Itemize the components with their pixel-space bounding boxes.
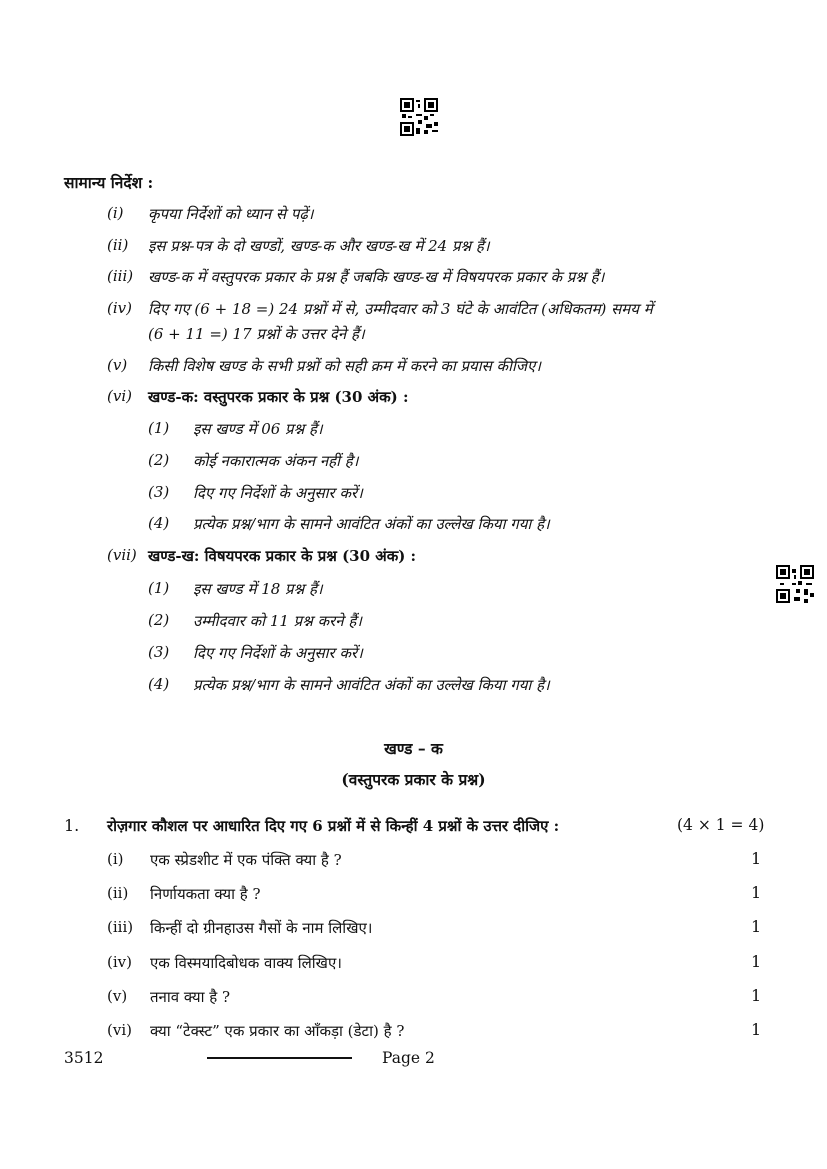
instruction-num: (iv) <box>107 299 132 317</box>
sub-instruction-num: (4) <box>148 675 170 693</box>
sub-instruction-text: दिए गए निर्देशों के अनुसार करें। <box>193 644 363 662</box>
question-text: रोज़गार कौशल पर आधारित दिए गए 6 प्रश्नों में से किन्हीं 4 प्रश्नों के उत्तर दीजिए : <box>107 817 560 835</box>
instruction-text: खण्ड-ख: विषयपरक प्रकार के प्रश्न (30 अंक) : <box>148 547 417 565</box>
instruction-text: खण्ड-क: वस्तुपरक प्रकार के प्रश्न (30 अंक) : <box>148 388 409 406</box>
question-part-text: एक विस्मयादिबोधक वाक्य लिखिए। <box>150 954 342 972</box>
question-part-mark: 1 <box>751 1020 762 1039</box>
sub-instruction-num: (1) <box>148 579 170 597</box>
question-part-mark: 1 <box>751 849 762 868</box>
question-part-mark: 1 <box>751 986 762 1005</box>
sub-instruction-text: इस खण्ड में 06 प्रश्न हैं। <box>193 420 323 438</box>
question-part-text: निर्णायकता क्या है ? <box>150 885 261 903</box>
question-part-num: (ii) <box>107 884 129 902</box>
sub-instruction-num: (4) <box>148 514 170 532</box>
sub-instruction-text: दिए गए निर्देशों के अनुसार करें। <box>193 484 363 502</box>
question-marks: (4 × 1 = 4) <box>677 816 765 834</box>
instructions-heading: सामान्य निर्देश : <box>64 173 154 192</box>
instruction-text: किसी विशेष खण्ड के सभी प्रश्नों को सही क्रम में करने का प्रयास कीजिए। <box>148 357 541 375</box>
instruction-num: (i) <box>107 204 124 222</box>
instruction-num: (iii) <box>107 267 134 285</box>
question-part-text: एक स्प्रेडशीट में एक पंक्ति क्या है ? <box>150 851 342 869</box>
sub-instruction-text: कोई नकारात्मक अंकन नहीं है। <box>193 452 359 470</box>
question-part-num: (v) <box>107 987 128 1005</box>
question-part-mark: 1 <box>751 883 762 902</box>
sub-instruction-num: (1) <box>148 419 170 437</box>
question-part-num: (vi) <box>107 1021 132 1039</box>
footer-rule <box>207 1057 352 1059</box>
instruction-text: इस प्रश्न-पत्र के दो खण्डों, खण्ड-क और खण्ड-ख में 24 प्रश्न हैं। <box>148 237 490 255</box>
question-number: 1. <box>64 816 80 835</box>
instruction-num: (v) <box>107 356 128 374</box>
instruction-text: खण्ड-क में वस्तुपरक प्रकार के प्रश्न हैं जबकि खण्ड-ख में विषयपरक प्रकार के प्रश्न हैं। <box>148 268 605 286</box>
sub-instruction-text: प्रत्येक प्रश्न/भाग के सामने आवंटित अंकों का उल्लेख किया गया है। <box>193 515 550 533</box>
instruction-text: कृपया निर्देशों को ध्यान से पढ़ें। <box>148 205 314 223</box>
question-part-num: (iv) <box>107 953 132 971</box>
instruction-num: (vi) <box>107 387 132 405</box>
sub-instruction-num: (3) <box>148 643 170 661</box>
question-part-text: क्या “टेक्स्ट” एक प्रकार का आँकड़ा (डेटा) है ? <box>150 1022 405 1040</box>
sub-instruction-num: (2) <box>148 451 170 469</box>
sub-instruction-num: (3) <box>148 483 170 501</box>
section-subtitle: (वस्तुपरक प्रकार के प्रश्न) <box>341 770 486 789</box>
question-part-num: (iii) <box>107 918 134 936</box>
instruction-text: दिए गए (6 + 18 =) 24 प्रश्नों में से, उम्मीदवार को 3 घंटे के आवंटित (अधिकतम) समय में <box>148 300 653 318</box>
instruction-num: (ii) <box>107 236 129 254</box>
question-part-mark: 1 <box>751 952 762 971</box>
sub-instruction-text: उम्मीदवार को 11 प्रश्न करने हैं। <box>193 612 362 630</box>
section-title: खण्ड – क <box>384 739 443 758</box>
question-part-mark: 1 <box>751 917 762 936</box>
paper-code: 3512 <box>64 1049 104 1067</box>
qr-code-side <box>776 565 814 603</box>
instruction-text-cont: (6 + 11 =) 17 प्रश्नों के उत्तर देने हैं। <box>148 325 365 343</box>
sub-instruction-text: इस खण्ड में 18 प्रश्न हैं। <box>193 580 323 598</box>
qr-code-top <box>400 98 438 136</box>
question-part-num: (i) <box>107 850 124 868</box>
instruction-num: (vii) <box>107 546 137 564</box>
question-part-text: तनाव क्या है ? <box>150 988 231 1006</box>
sub-instruction-text: प्रत्येक प्रश्न/भाग के सामने आवंटित अंकों का उल्लेख किया गया है। <box>193 676 550 694</box>
sub-instruction-num: (2) <box>148 611 170 629</box>
question-part-text: किन्हीं दो ग्रीनहाउस गैसों के नाम लिखिए। <box>150 919 373 937</box>
page-number: Page 2 <box>382 1049 435 1067</box>
